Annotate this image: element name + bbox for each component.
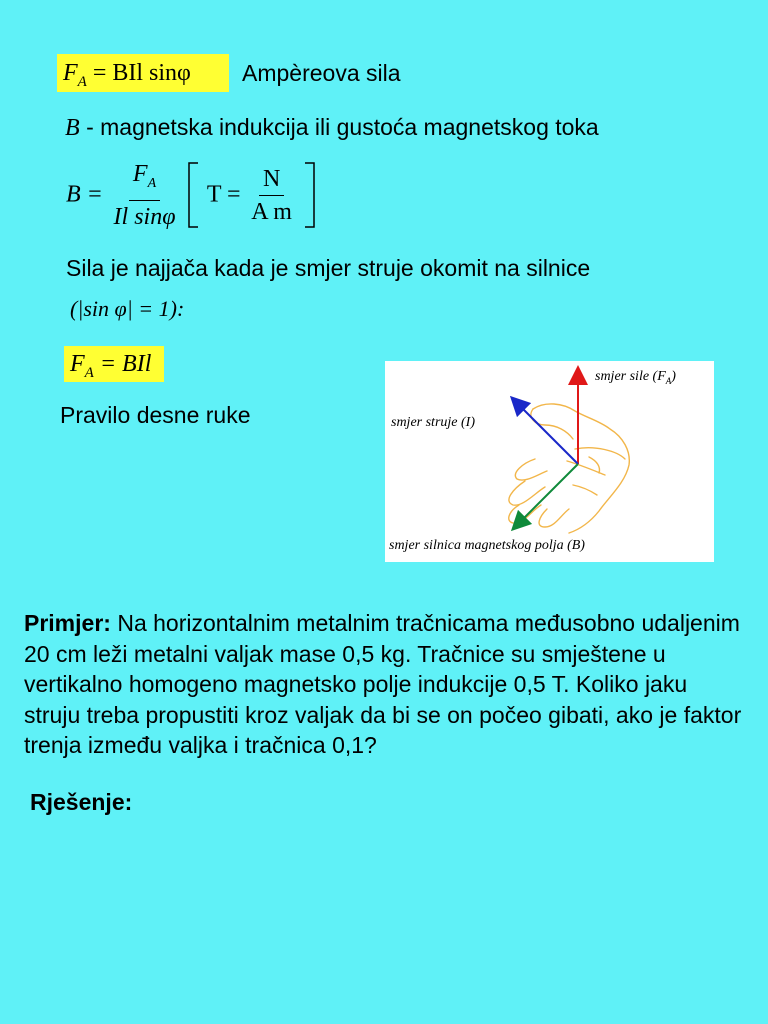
- b-numerator: [129, 160, 160, 201]
- numerator-symbol: F: [132, 161, 148, 187]
- b-fraction-formula: [66, 160, 326, 240]
- force-label-subscript: A: [665, 375, 672, 386]
- right-hand-rule-label: Pravilo desne ruke: [60, 402, 251, 428]
- force-symbol: F: [70, 351, 85, 377]
- b-definition: [65, 114, 599, 142]
- ampere-force-label: Ampèreova sila: [242, 60, 401, 86]
- right-bracket-icon: [303, 161, 317, 229]
- numerator-subscript: A: [147, 175, 157, 191]
- current-direction-label: smjer struje (I): [391, 415, 475, 430]
- max-force-formula: [64, 346, 164, 382]
- example-problem: [24, 608, 744, 761]
- left-bracket-icon: [186, 161, 200, 229]
- right-hand-rule-diagram: [385, 361, 714, 562]
- field-arrow: [518, 464, 578, 524]
- formula-rhs: = BIl sinφ: [92, 60, 191, 86]
- b-lhs: B =: [66, 181, 103, 208]
- force-direction-label: [595, 369, 676, 386]
- solution-label: Rješenje:: [30, 789, 133, 815]
- b-fraction: [110, 160, 180, 231]
- unit-fraction: [247, 165, 296, 226]
- unit-lhs: T =: [206, 181, 241, 208]
- hand-illustration: [385, 361, 714, 562]
- example-text: Na horizontalnim metalnim tračnicama međusobno udaljenim 20 cm leži metalni valjak mase 0,5 kg. Tračnice su smještene u vertikalno homogeno magnetsko polje indukcije 0,5 T. Koliko jaku struju treba propustiti kroz valjak da bi se on počeo gibati, ako je faktor trenja između valjka i tračnica 0,1?: [24, 610, 742, 758]
- ampere-force-formula: [57, 54, 229, 92]
- hand-icon: [509, 404, 630, 533]
- force-subscript: A: [84, 364, 94, 381]
- unit-denominator: A m: [251, 198, 292, 225]
- b-definition-text: - magnetska indukcija ili gustoća magnetskog toka: [86, 114, 599, 140]
- sin-condition: (|sin φ| = 1):: [70, 296, 185, 321]
- force-label-close: ): [671, 369, 676, 384]
- force-label-text: smjer sile (F: [595, 369, 666, 384]
- unit-numerator: N: [259, 165, 284, 196]
- b-symbol: B: [65, 115, 80, 141]
- force-subscript: A: [77, 73, 87, 90]
- max-formula-rhs: = BIl: [99, 351, 152, 377]
- force-symbol: F: [63, 60, 78, 86]
- field-direction-label: smjer silnica magnetskog polja (B): [389, 538, 585, 553]
- b-denominator: Il sinφ: [113, 203, 176, 230]
- example-label: Primjer:: [24, 610, 111, 636]
- strongest-force-text: Sila je najjača kada je smjer struje okomit na silnice: [66, 255, 591, 281]
